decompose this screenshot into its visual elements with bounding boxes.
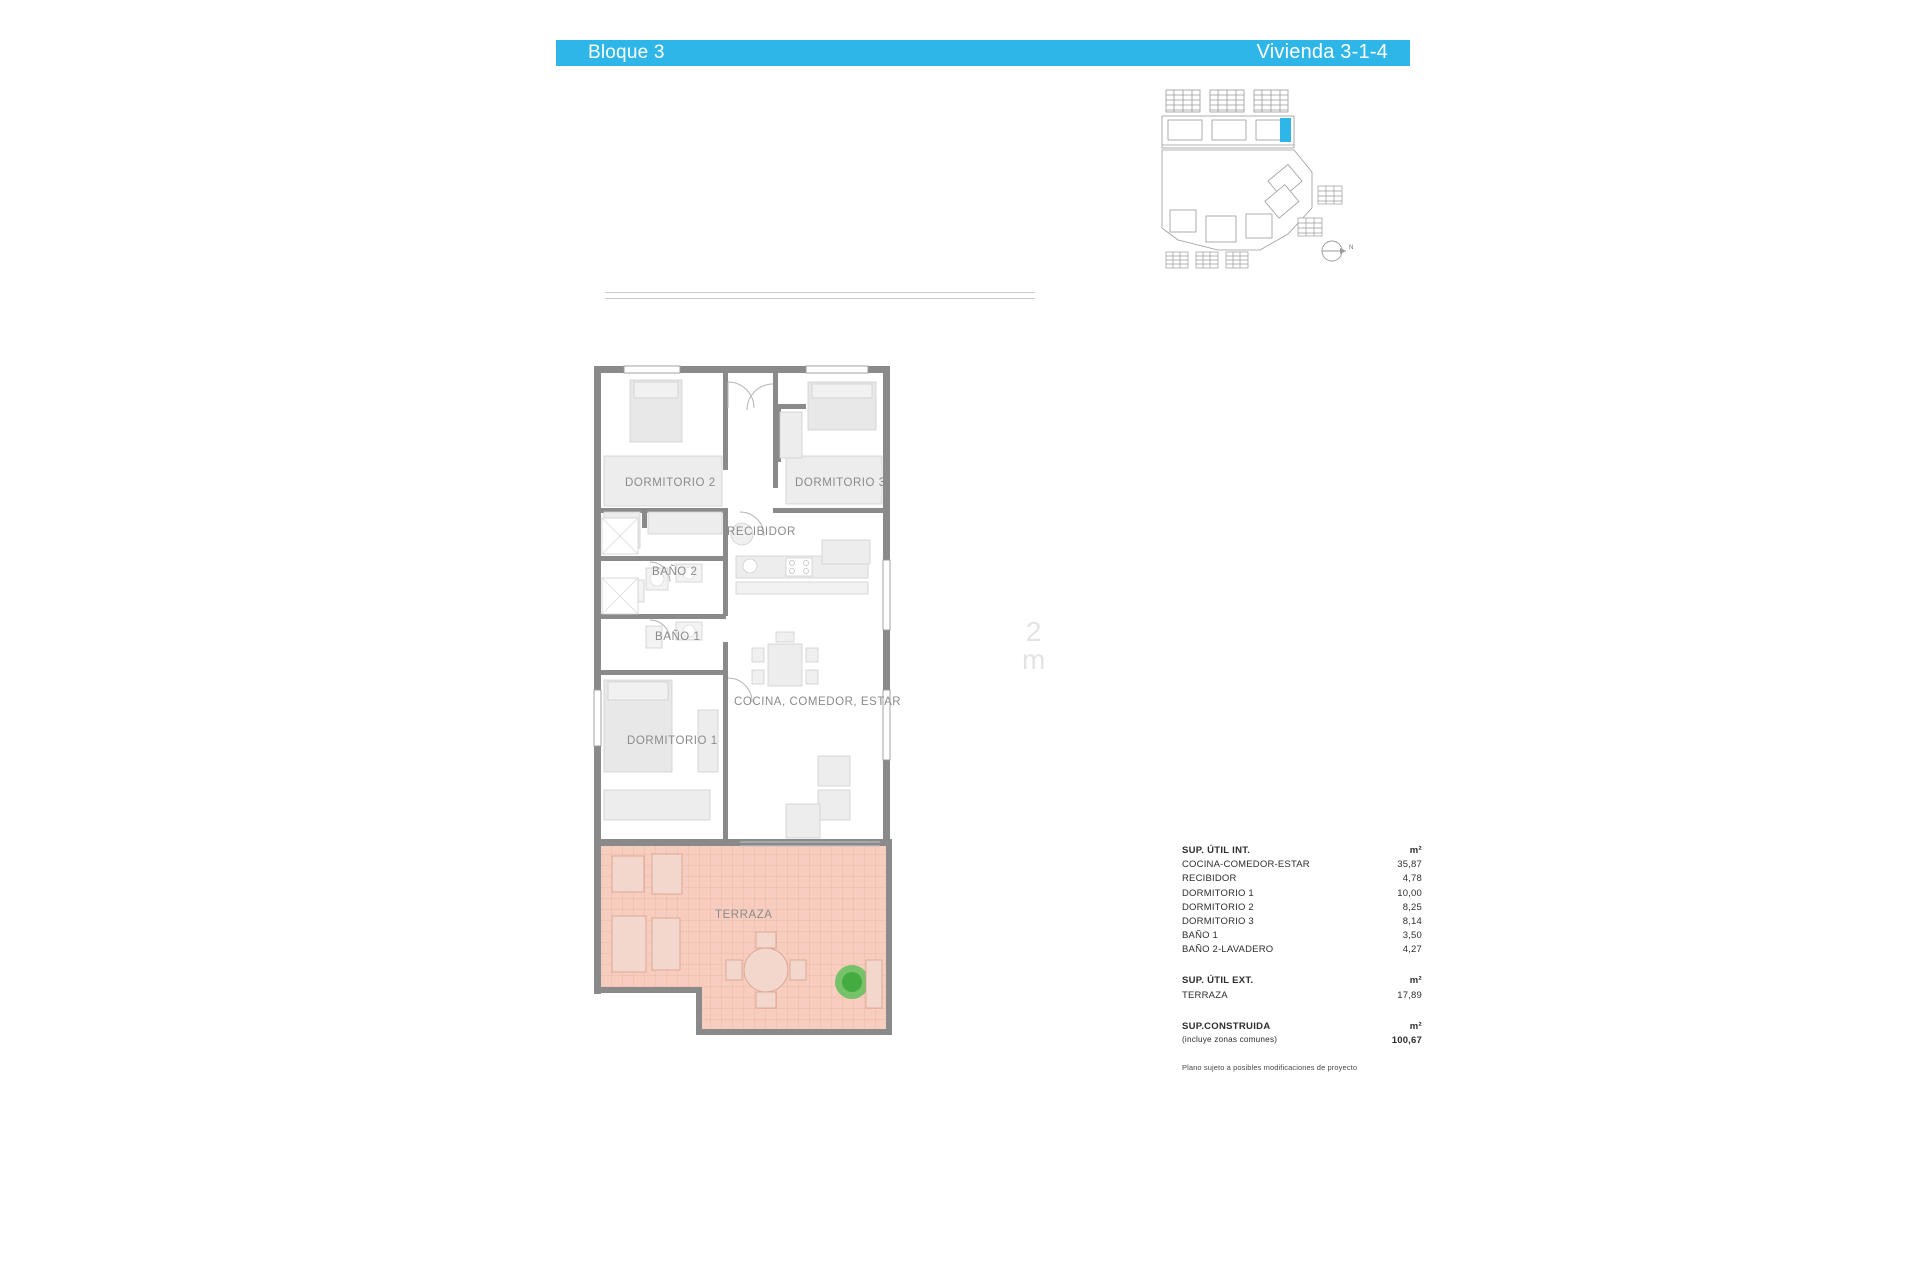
schedule-interior-header: [1182, 845, 1422, 856]
schedule-built-unit: m²: [1409, 1020, 1422, 1032]
schedule-exterior-title: SUP. ÚTIL EXT.: [1182, 975, 1254, 987]
row-name: TERRAZA: [1182, 989, 1228, 1001]
schedule-built-title: SUP.CONSTRUIDA: [1182, 1020, 1271, 1032]
room-label-dormitorio-3: DORMITORIO 3: [795, 477, 886, 489]
row-name: DORMITORIO 2: [1182, 901, 1254, 913]
room-label-terraza: TERRAZA: [715, 909, 773, 921]
unit-label: Vivienda 3-1-4: [1256, 41, 1388, 63]
row-value: 4,27: [1402, 944, 1422, 956]
room-label-bano-2: BAÑO 2: [652, 566, 698, 578]
row-name: RECIBIDOR: [1182, 873, 1237, 885]
north-arrow-icon: [1322, 241, 1353, 261]
row-name: DORMITORIO 3: [1182, 915, 1254, 927]
row-value: 10,00: [1397, 887, 1422, 899]
table-row: [1182, 902, 1422, 913]
row-value: 8,14: [1402, 915, 1422, 927]
row-value: 3,50: [1402, 930, 1422, 942]
roof-block-1: [1166, 90, 1200, 112]
header-rule-bottom: [605, 298, 1035, 299]
highlighted-unit: [1280, 118, 1291, 142]
area-schedule: [1182, 845, 1422, 1072]
schedule-exterior-header: [1182, 975, 1422, 986]
schedule-interior-title: SUP. ÚTIL INT.: [1182, 845, 1251, 856]
table-row: [1182, 859, 1422, 870]
row-value: 35,87: [1397, 859, 1422, 871]
schedule-interior-unit: m²: [1409, 845, 1422, 856]
table-row: [1182, 873, 1422, 884]
table-row: [1182, 930, 1422, 941]
row-name: COCINA-COMEDOR-ESTAR: [1182, 859, 1310, 871]
room-label-dormitorio-1: DORMITORIO 1: [627, 735, 718, 747]
header-rule-top: [605, 292, 1035, 293]
row-value: 17,89: [1397, 989, 1422, 1001]
row-name: BAÑO 1: [1182, 930, 1219, 942]
north-label: N: [1349, 245, 1354, 251]
schedule-spacer-2: [1182, 1001, 1422, 1021]
row-name: BAÑO 2-LAVADERO: [1182, 944, 1274, 956]
row-value: 8,25: [1402, 901, 1422, 913]
schedule-built-subtitle: (incluye zonas comunes): [1182, 1034, 1278, 1044]
schedule-built-header: [1182, 1021, 1422, 1032]
site-key-plan: [1160, 88, 1410, 268]
floor-plan: [590, 360, 1040, 1230]
schedule-built-row: [1182, 1035, 1422, 1046]
table-row: [1182, 990, 1422, 1001]
schedule-exterior-unit: m²: [1409, 975, 1422, 987]
schedule-spacer-1: [1182, 955, 1422, 975]
room-label-cocina-comedor-estar: COCINA, COMEDOR, ESTAR: [734, 696, 902, 708]
ghost-dimension: 2 m: [1022, 616, 1047, 675]
table-row: [1182, 916, 1422, 927]
room-label-recibidor: RECIBIDOR: [727, 526, 796, 538]
block-label: Bloque 3: [588, 42, 665, 63]
schedule-disclaimer: Plano sujeto a posibles modificaciones de proyecto: [1182, 1062, 1358, 1072]
row-name: DORMITORIO 1: [1182, 887, 1254, 899]
roof-block-3: [1254, 90, 1288, 112]
room-label-bano-1: BAÑO 1: [655, 631, 701, 643]
table-row: [1182, 944, 1422, 955]
room-label-dormitorio-2: DORMITORIO 2: [625, 477, 716, 489]
table-row: [1182, 888, 1422, 899]
row-value: 4,78: [1402, 873, 1422, 885]
schedule-built-value: 100,67: [1391, 1034, 1422, 1046]
roof-block-2: [1210, 90, 1244, 112]
header-bar: [556, 40, 1410, 66]
